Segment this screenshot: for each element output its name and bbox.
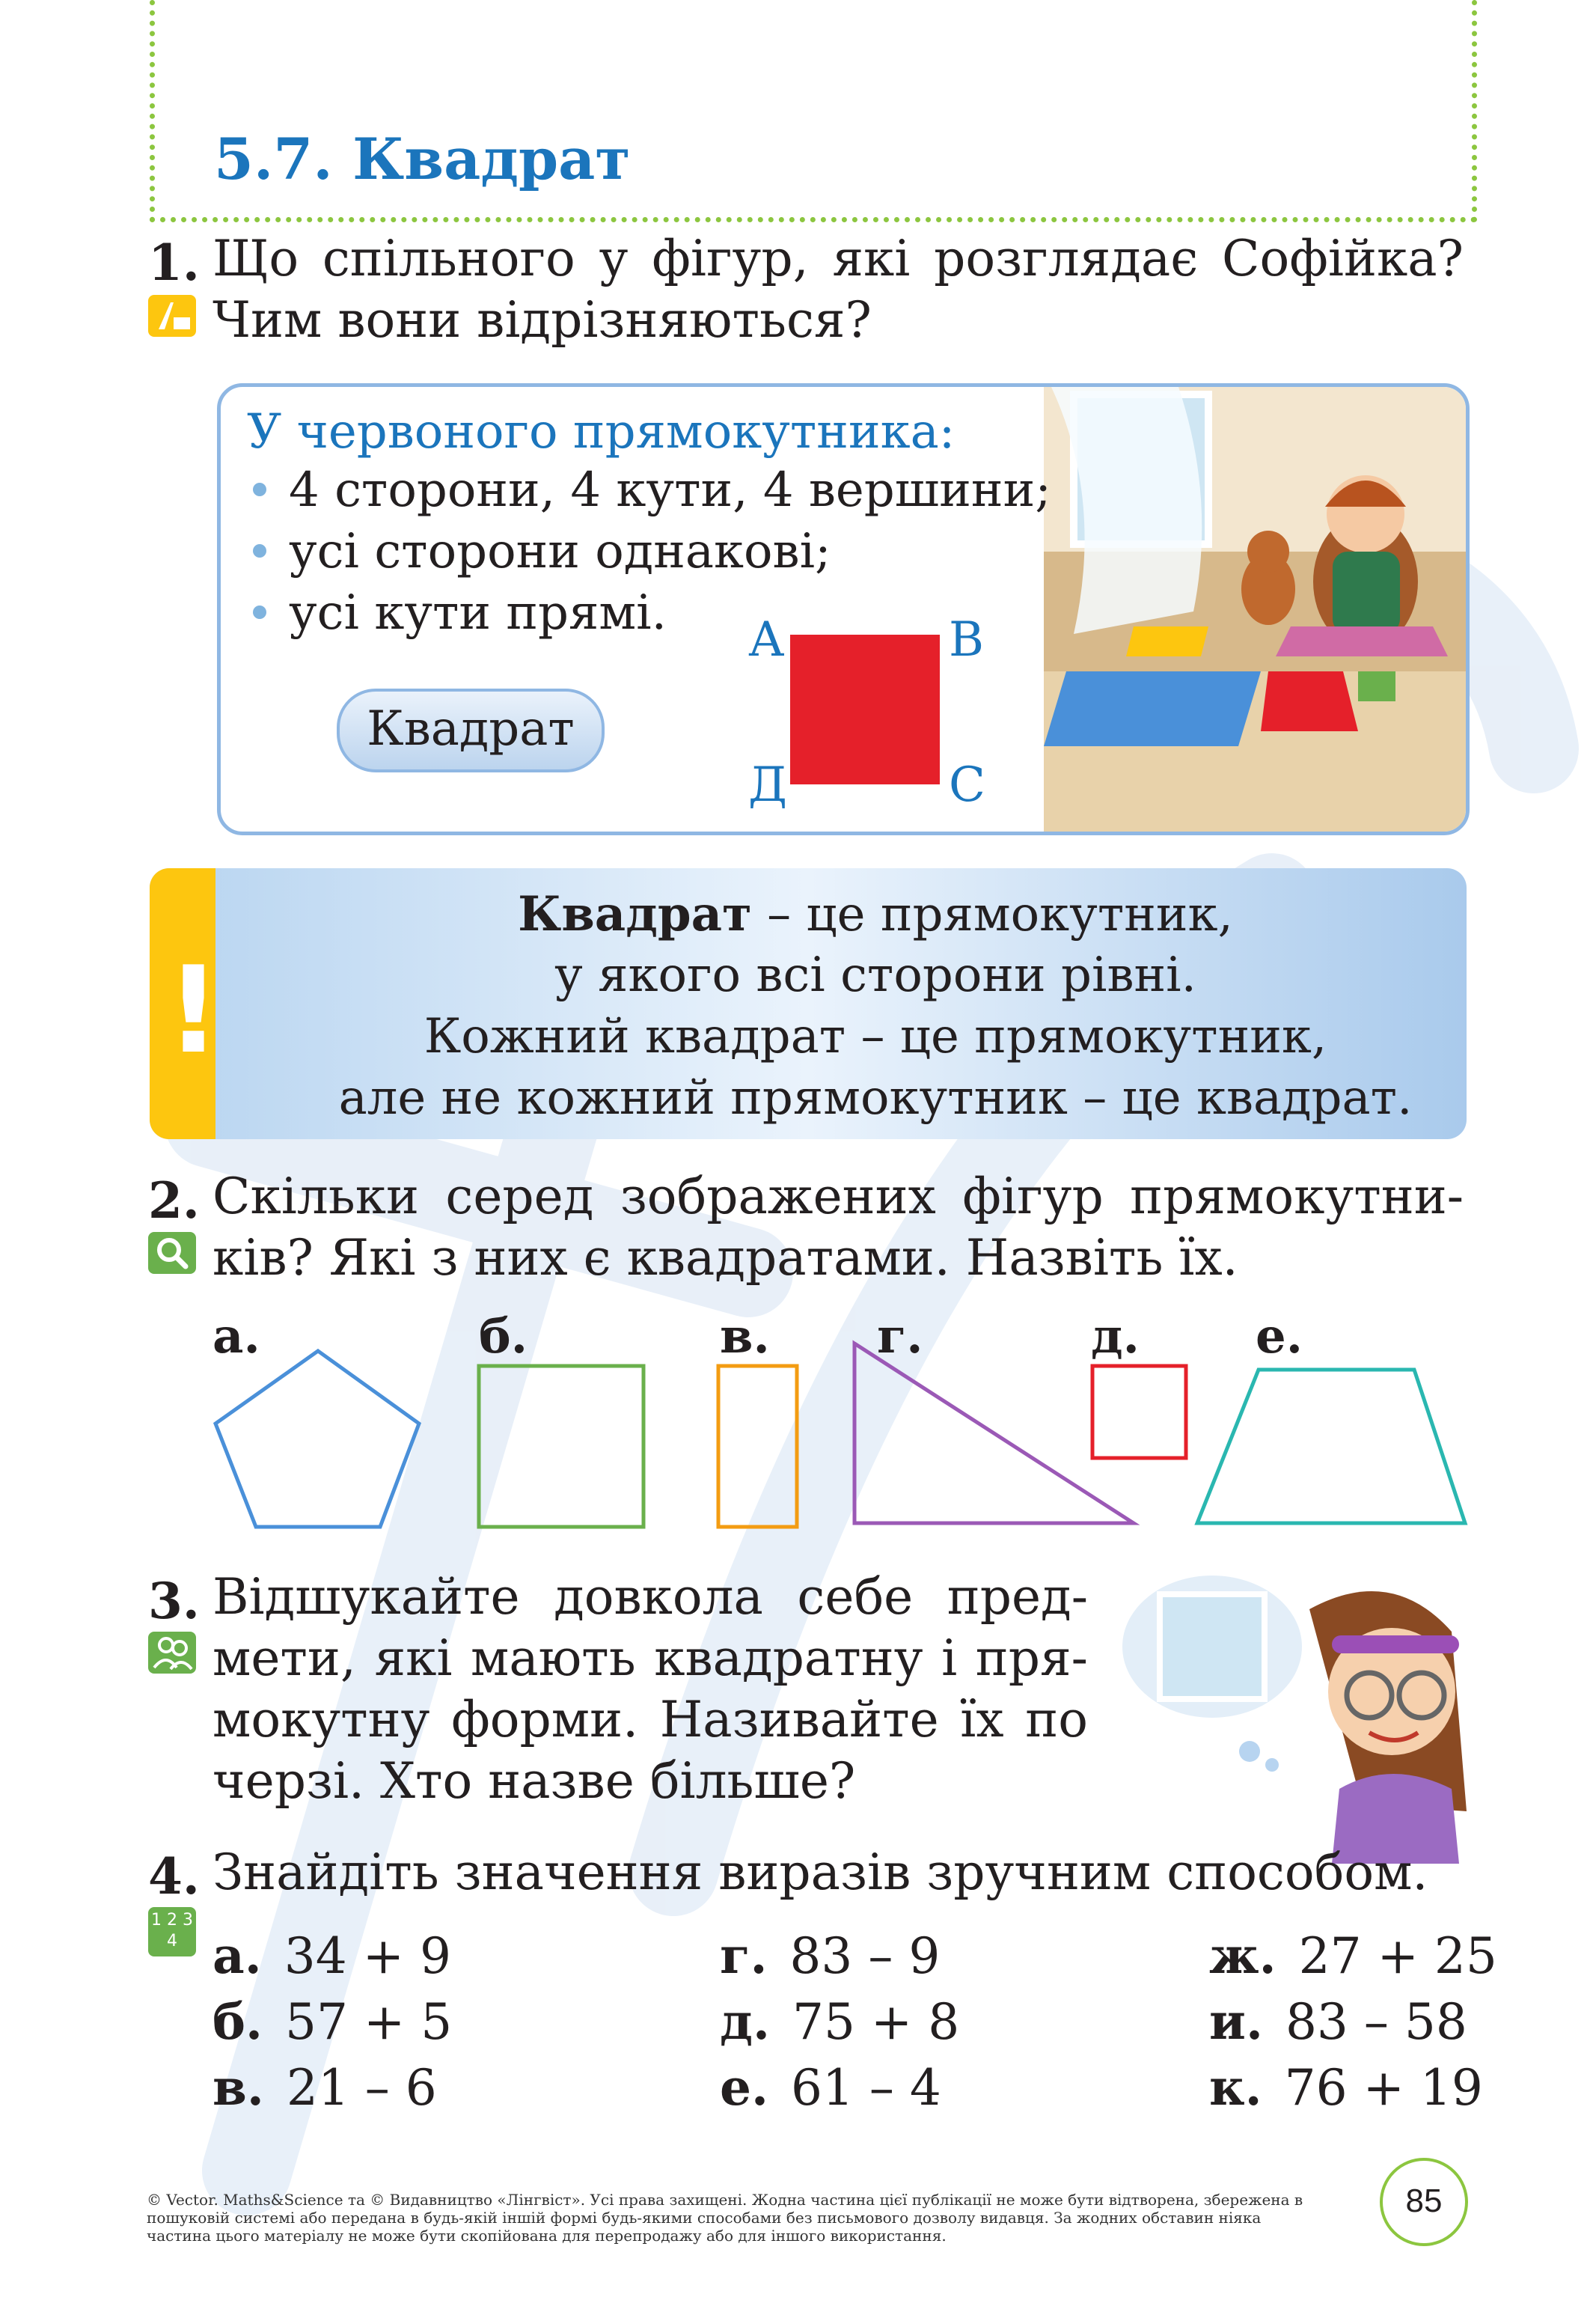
- expression-value: 83 – 58: [1285, 1993, 1467, 2051]
- expression-a: [213, 1927, 451, 1985]
- trapezoid-figure-e: [1197, 1370, 1465, 1523]
- rule-box: [150, 868, 1467, 1139]
- rule-line-2: у якого всі сторони рівні.: [554, 948, 1196, 1003]
- figure-label-e: е.: [1256, 1308, 1303, 1364]
- figure-label-d: д.: [1091, 1308, 1140, 1364]
- pair-work-icon: [148, 1632, 196, 1674]
- figures-canvas: [202, 1340, 1474, 1542]
- magnifier-icon: [148, 1232, 196, 1274]
- expression-g: [720, 1927, 940, 1985]
- expression-value: 83 – 9: [789, 1927, 941, 1985]
- task-4-line: Знайдіть значення виразів зручним способом.: [213, 1843, 1428, 1901]
- rule-line-3: Кожний квадрат – це прямокутник,: [424, 1009, 1327, 1064]
- expression-value: 76 + 19: [1284, 2059, 1483, 2117]
- rule-line-1: [299, 886, 1452, 942]
- task-2-line-1: Скільки серед зображених фігур прямокутни-: [213, 1168, 1464, 1225]
- task-3-line-2: мети, які мають квадратну і пря-: [213, 1629, 1088, 1687]
- exclamation-icon: !: [166, 940, 221, 1080]
- vertex-label-b: В: [949, 612, 985, 668]
- expression-value: 21 – 6: [286, 2059, 437, 2117]
- figure-label-v: в.: [720, 1308, 770, 1364]
- expression-label: б.: [213, 1992, 263, 2051]
- rule-line-4: але не кожний прямокутник – це квадрат.: [338, 1070, 1413, 1126]
- numbers-icon: 1 2 3 4: [148, 1907, 196, 1956]
- expression-label: е.: [720, 2058, 768, 2117]
- vertex-label-d: Д: [748, 757, 788, 813]
- task-1-number: 1.: [148, 234, 200, 292]
- task-1-line-1: Що спільного у фігур, які розглядає Софійка?: [213, 230, 1464, 287]
- red-square: [790, 635, 940, 784]
- panel-title: У червоного прямокутника:: [247, 404, 956, 460]
- compass-ruler-icon: [148, 295, 196, 337]
- expression-value: 75 + 8: [792, 1993, 960, 2051]
- expression-e: [720, 2058, 941, 2117]
- answer-button-square[interactable]: Квадрат: [337, 689, 605, 772]
- task-3-line-4: черзі. Хто назве більше?: [213, 1752, 856, 1810]
- pentagon-figure: [215, 1351, 419, 1527]
- expression-y: [1209, 1992, 1467, 2051]
- expression-v: [213, 2058, 437, 2117]
- square-figure-d: [1092, 1366, 1186, 1458]
- figure-label-a: а.: [213, 1308, 260, 1364]
- copyright-notice: © Vector. Maths&Science та © Видавництво «Лінгвіст». Усі права захищені. Жодна частина цієї публікації не може бути відтворена, збережена в пошуковій системі або передана в будь-якій іншій формі будь-якими способами без письмового дозволу видавця. За жодних обставин ніяка частина цього матеріалу не може бути скопійована для перепродажу або для іншого використання.: [147, 2191, 1303, 2245]
- bullet-dot: [253, 544, 266, 558]
- bullet-dot: [253, 483, 266, 496]
- expression-value: 57 + 5: [285, 1993, 453, 2051]
- figure-label-b: б.: [479, 1308, 528, 1364]
- rule-line-1-text: – це прямокутник,: [751, 887, 1233, 942]
- task-3-number: 3.: [148, 1572, 200, 1630]
- expression-value: 34 + 9: [284, 1927, 451, 1985]
- section-title: 5.7. Квадрат: [214, 126, 631, 192]
- square-figure-b: [479, 1366, 643, 1527]
- bullet-item: [253, 585, 667, 641]
- task-3-line-1: Відшукайте довкола себе пред-: [213, 1568, 1088, 1626]
- task-2-line-2: ків? Які з них є квадратами. Назвіть їх.: [213, 1229, 1238, 1287]
- vertex-label-a: А: [748, 612, 785, 668]
- bullet-dot: [253, 606, 266, 619]
- page-number: 85: [1380, 2158, 1468, 2246]
- expression-label: г.: [720, 1927, 768, 1985]
- room-scene-illustration: [1044, 387, 1466, 832]
- expression-label: к.: [1209, 2058, 1262, 2117]
- expression-label: д.: [720, 1992, 770, 2051]
- expression-k: [1209, 2058, 1483, 2117]
- bullet-text: усі кути прямі.: [289, 585, 667, 641]
- vertex-label-c: С: [949, 757, 985, 813]
- task-3-line-3: мокутну форми. Називайте їх по: [213, 1691, 1088, 1748]
- girl-thinking-illustration: [1115, 1564, 1467, 1864]
- rule-term: Квадрат: [518, 886, 752, 942]
- expression-label: в.: [213, 2058, 264, 2117]
- bullet-text: 4 сторони, 4 кути, 4 вершини;: [289, 463, 1051, 518]
- task-1-line-2: Чим вони відрізняються?: [213, 291, 872, 349]
- task-4-number: 4.: [148, 1847, 200, 1906]
- expression-label: а.: [213, 1927, 262, 1985]
- expression-label: ж.: [1209, 1927, 1277, 1985]
- expression-d: [720, 1992, 959, 2051]
- bullet-item: [253, 524, 831, 579]
- expression-zh: [1209, 1927, 1497, 1985]
- task-2-number: 2.: [148, 1171, 200, 1230]
- bullet-text: усі сторони однакові;: [289, 524, 831, 579]
- bullet-item: [253, 463, 1051, 518]
- rectangle-figure-v: [718, 1366, 797, 1527]
- expression-label: и.: [1209, 1992, 1263, 2051]
- expression-value: 27 + 25: [1298, 1927, 1497, 1985]
- figure-label-g: г.: [877, 1308, 923, 1364]
- expression-value: 61 – 4: [790, 2059, 941, 2117]
- expression-b: [213, 1992, 452, 2051]
